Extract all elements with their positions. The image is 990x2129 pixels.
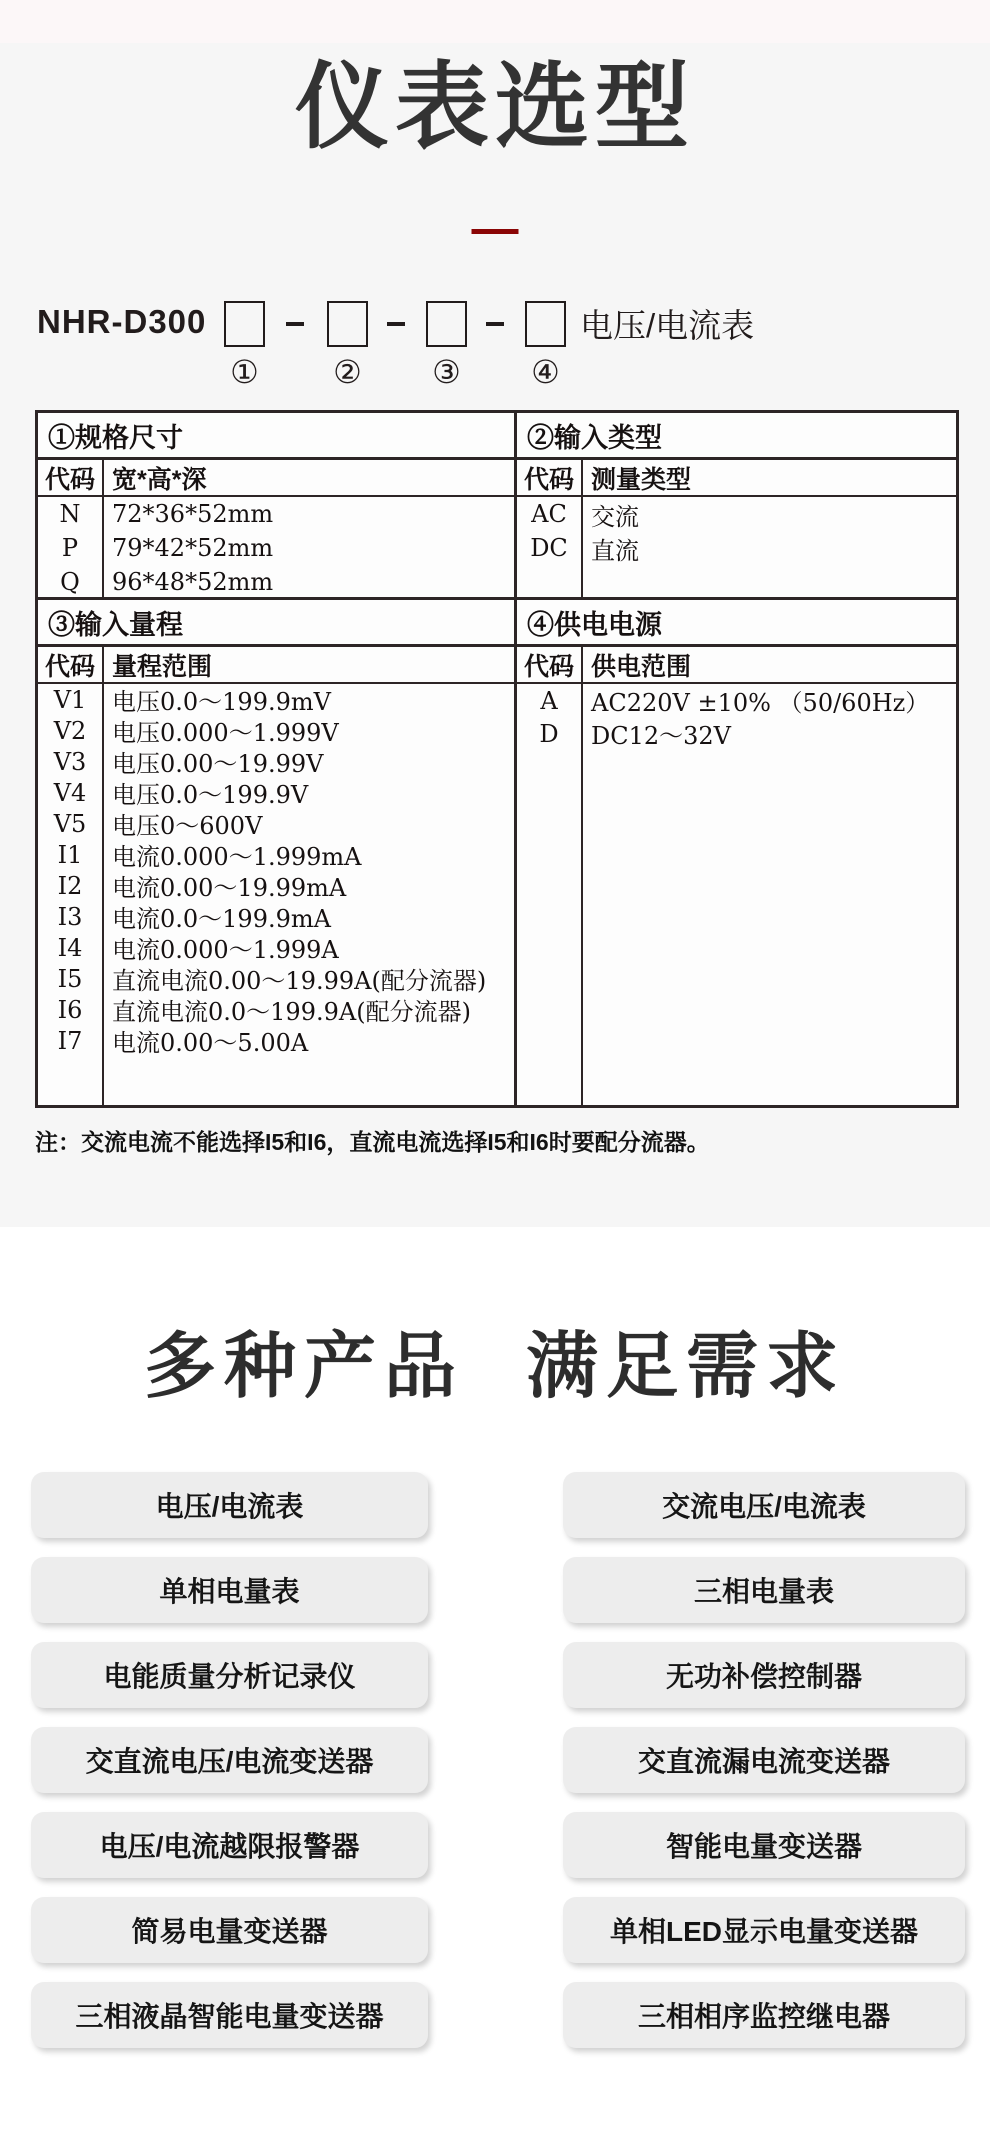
column-header-code: 代码: [38, 460, 102, 497]
code-cell: I7: [57, 1026, 83, 1055]
table-section-power-supply: [517, 600, 956, 1105]
code-cell: I6: [57, 995, 83, 1024]
code-cell: D: [539, 719, 559, 748]
product-button[interactable]: 三相电量表: [563, 1557, 965, 1623]
value-cell: 电流0.00～5.00A: [112, 1029, 309, 1057]
products-heading: [0, 1327, 990, 1407]
section-title: ②输入类型: [517, 413, 956, 460]
products-heading-part1: 多种产品: [143, 1327, 464, 1407]
product-button[interactable]: 简易电量变送器: [31, 1897, 428, 1963]
model-suffix: 电压/电流表: [580, 307, 755, 344]
code-cell: I3: [57, 902, 83, 931]
position-number: ②: [333, 353, 362, 391]
model-dash-2: [387, 322, 405, 326]
column-header-value: 宽*高*深: [104, 460, 514, 497]
value-cell: 电压0.000～1.999V: [112, 719, 339, 747]
model-code-box-4: [525, 301, 566, 347]
code-cell: I5: [57, 964, 83, 993]
code-cell: I2: [57, 871, 83, 900]
position-number: ①: [230, 353, 259, 391]
value-cell: 79*42*52mm: [112, 534, 274, 562]
model-code-box-3: [426, 301, 467, 347]
column-header-code: 代码: [38, 647, 102, 684]
column-header-code: 代码: [517, 647, 581, 684]
section-title: ①规格尺寸: [38, 413, 514, 460]
table-section-input-range: [38, 600, 517, 1105]
product-button[interactable]: 单相电量表: [31, 1557, 428, 1623]
product-button[interactable]: 三相液晶智能电量变送器: [31, 1982, 428, 2048]
section-title: ④供电电源: [517, 600, 956, 647]
value-cell: 直流电流0.0～199.9A(配分流器): [112, 998, 471, 1026]
product-button[interactable]: 三相相序监控继电器: [563, 1982, 965, 2048]
product-button[interactable]: 交流电压/电流表: [563, 1472, 965, 1538]
column-header-value: 量程范围: [104, 647, 514, 684]
selection-table: [35, 410, 959, 1108]
product-button[interactable]: 无功补偿控制器: [563, 1642, 965, 1708]
product-button[interactable]: 交直流漏电流变送器: [563, 1727, 965, 1793]
products-heading-part2: 满足需求: [526, 1327, 847, 1407]
product-column-left: [31, 1472, 428, 2048]
section-title: ③输入量程: [38, 600, 514, 647]
value-cell: 电流0.000～1.999mA: [112, 843, 362, 871]
product-button[interactable]: 智能电量变送器: [563, 1812, 965, 1878]
code-cell: I1: [57, 840, 83, 869]
title-accent-dash: [472, 229, 519, 234]
value-cell: 电压0～600V: [112, 812, 263, 840]
code-cell: P: [61, 534, 79, 562]
model-prefix: NHR-D300: [37, 303, 207, 340]
value-cell: 交流: [591, 502, 639, 531]
product-button[interactable]: 电压/电流表: [31, 1472, 428, 1538]
value-cell: 直流电流0.00～19.99A(配分流器): [112, 967, 487, 995]
column-header-value: 供电范围: [583, 647, 956, 684]
code-cell: N: [59, 500, 81, 528]
position-number: ④: [531, 353, 560, 391]
code-cell: I4: [57, 933, 83, 962]
code-cell: V2: [53, 716, 87, 745]
column-header-code: 代码: [517, 460, 581, 497]
top-band: [0, 0, 990, 43]
value-cell: 电流0.000～1.999A: [112, 936, 339, 964]
selection-note: 注：交流电流不能选择I5和I6，直流电流选择I5和I6时要配分流器。: [35, 1129, 710, 1155]
code-cell: V5: [53, 809, 87, 838]
value-cell: DC12～32V: [591, 722, 732, 750]
value-cell: 96*48*52mm: [112, 568, 274, 596]
product-button[interactable]: 交直流电压/电流变送器: [31, 1727, 428, 1793]
product-button[interactable]: 电能质量分析记录仪: [31, 1642, 428, 1708]
value-cell: 电流0.00～19.99mA: [112, 874, 347, 902]
code-cell: V4: [53, 778, 87, 807]
product-button[interactable]: 电压/电流越限报警器: [31, 1812, 428, 1878]
product-column-right: [563, 1472, 965, 2048]
model-dash-3: [486, 322, 504, 326]
model-code-box-2: [327, 301, 368, 347]
value-cell: 电压0.00～19.99V: [112, 750, 324, 778]
value-cell: 电压0.0～199.9mV: [112, 688, 331, 716]
value-cell: 72*36*52mm: [112, 500, 274, 528]
table-section-input-type: [517, 413, 956, 600]
value-cell: 电流0.0～199.9mA: [112, 905, 331, 933]
code-cell: V3: [53, 747, 87, 776]
table-section-dimensions: [38, 413, 517, 600]
code-cell: A: [540, 686, 558, 715]
product-button[interactable]: 单相LED显示电量变送器: [563, 1897, 965, 1963]
code-cell: DC: [530, 534, 568, 562]
model-code-box-1: [224, 301, 265, 347]
page-title: 仪表选型: [294, 54, 695, 159]
value-cell: 直流: [591, 536, 639, 565]
position-number: ③: [432, 353, 461, 391]
model-dash-1: [286, 322, 304, 326]
value-cell: 电压0.0～199.9V: [112, 781, 309, 809]
value-cell: AC220V ±10% （50/60Hz）: [591, 689, 930, 717]
code-cell: AC: [531, 500, 567, 528]
code-cell: V1: [53, 685, 87, 714]
column-header-value: 测量类型: [583, 460, 956, 497]
model-ordering-line: [35, 293, 955, 405]
code-cell: Q: [60, 568, 80, 596]
